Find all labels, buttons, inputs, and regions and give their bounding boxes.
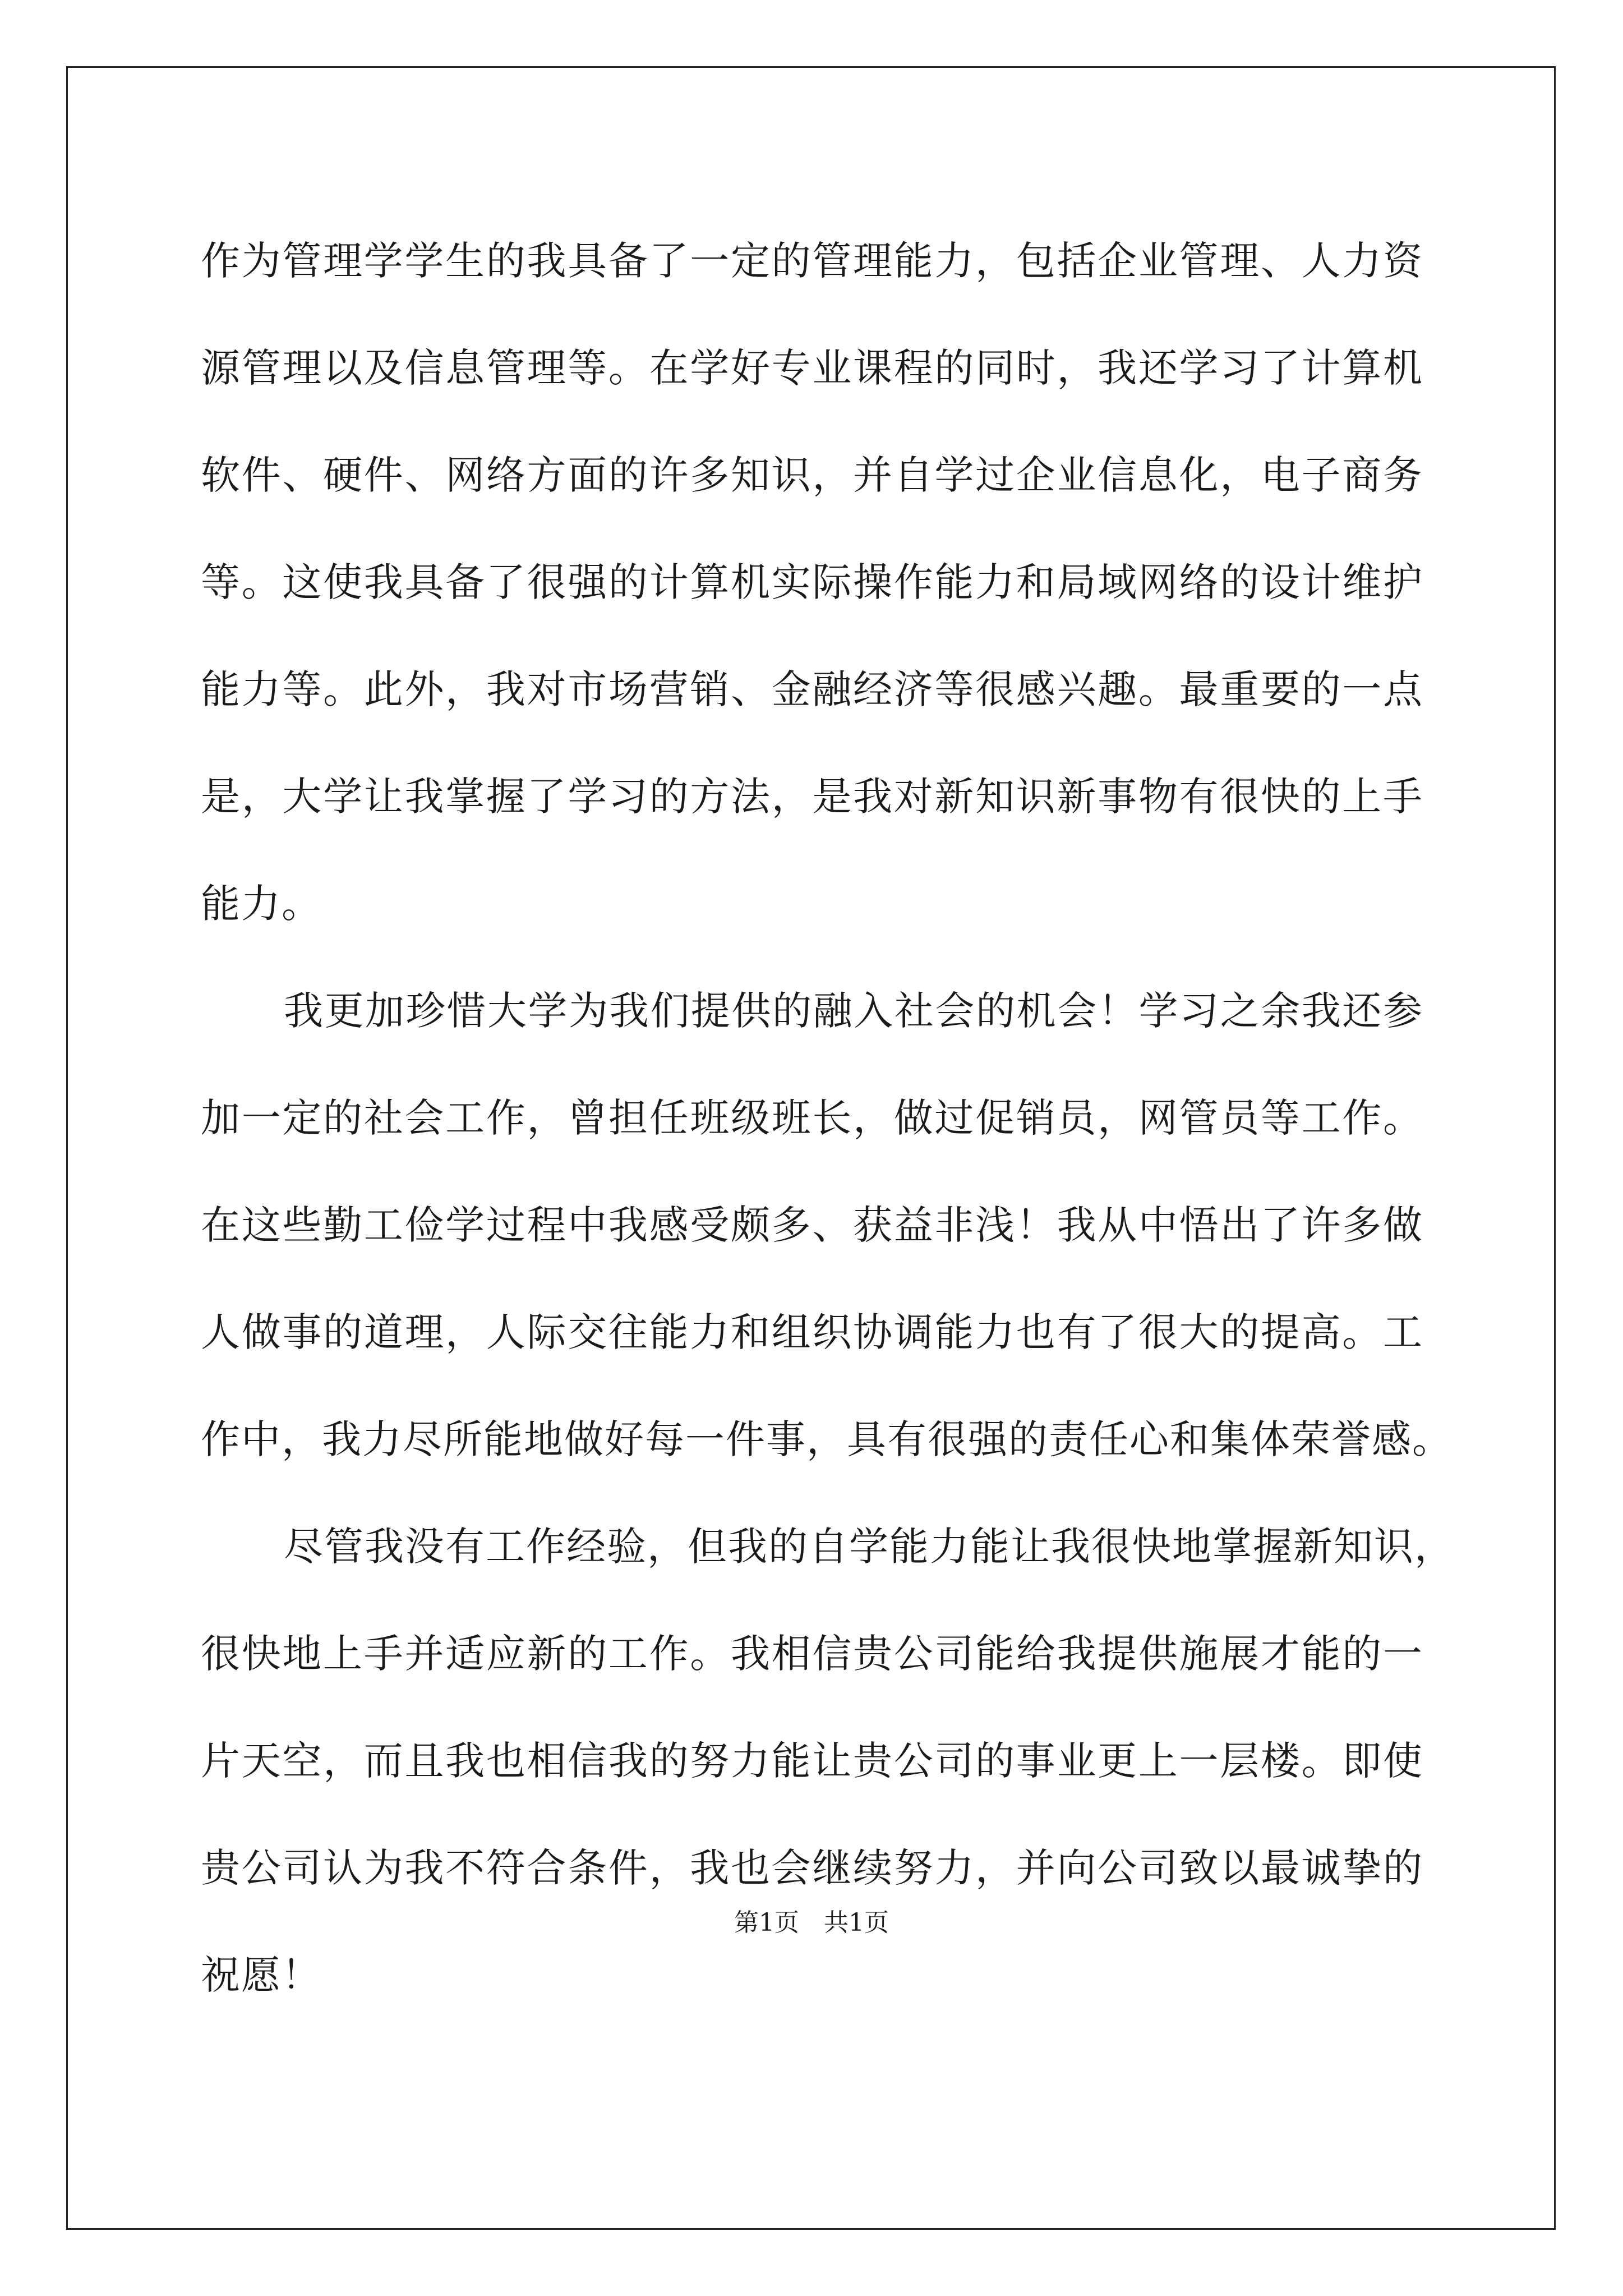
document-body bbox=[201, 208, 1455, 2029]
text-line: 是，大学让我掌握了学习的方法，是我对新知识新事物有很快的上手 bbox=[201, 774, 1423, 820]
text-line: 作为管理学学生的我具备了一定的管理能力，包括企业管理、人力资 bbox=[201, 238, 1423, 284]
text-line: 加一定的社会工作，曾担任班级班长，做过促销员，网管员等工作。 bbox=[201, 1095, 1423, 1141]
text-line: 人做事的道理，人际交往能力和组织协调能力也有了很大的提高。工 bbox=[201, 1309, 1423, 1355]
text-line: 等。这使我具备了很强的计算机实际操作能力和局域网络的设计维护 bbox=[201, 559, 1423, 605]
text-line: 软件、硬件、网络方面的许多知识，并自学过企业信息化，电子商务 bbox=[201, 452, 1423, 498]
text-line: 贵公司认为我不符合条件，我也会继续努力，并向公司致以最诚挚的 bbox=[201, 1845, 1423, 1891]
page-number-footer: 第1页 共1页 bbox=[734, 1908, 889, 1937]
text-line: 片天空，而且我也相信我的努力能让贵公司的事业更上一层楼。即使 bbox=[201, 1738, 1423, 1784]
text-line: 祝愿！ bbox=[201, 1952, 322, 1998]
text-line: 很快地上手并适应新的工作。我相信贵公司能给我提供施展才能的一 bbox=[201, 1631, 1423, 1677]
text-line: 源管理以及信息管理等。在学好专业课程的同时，我还学习了计算机 bbox=[201, 345, 1423, 391]
text-line: 在这些勤工俭学过程中我感受颇多、获益非浅！我从中悟出了许多做 bbox=[201, 1202, 1423, 1248]
text-line: 作中，我力尽所能地做好每一件事，具有很强的责任心和集体荣誉感。 bbox=[201, 1416, 1453, 1462]
text-line: 能力。 bbox=[201, 881, 322, 927]
paragraph-first-line: 我更加珍惜大学为我们提供的融入社会的机会！学习之余我还参 bbox=[284, 988, 1423, 1034]
text-line: 能力等。此外，我对市场营销、金融经济等很感兴趣。最重要的一点 bbox=[201, 666, 1423, 712]
paragraph-first-line: 尽管我没有工作经验，但我的自学能力能让我很快地掌握新知识， bbox=[284, 1524, 1455, 1570]
